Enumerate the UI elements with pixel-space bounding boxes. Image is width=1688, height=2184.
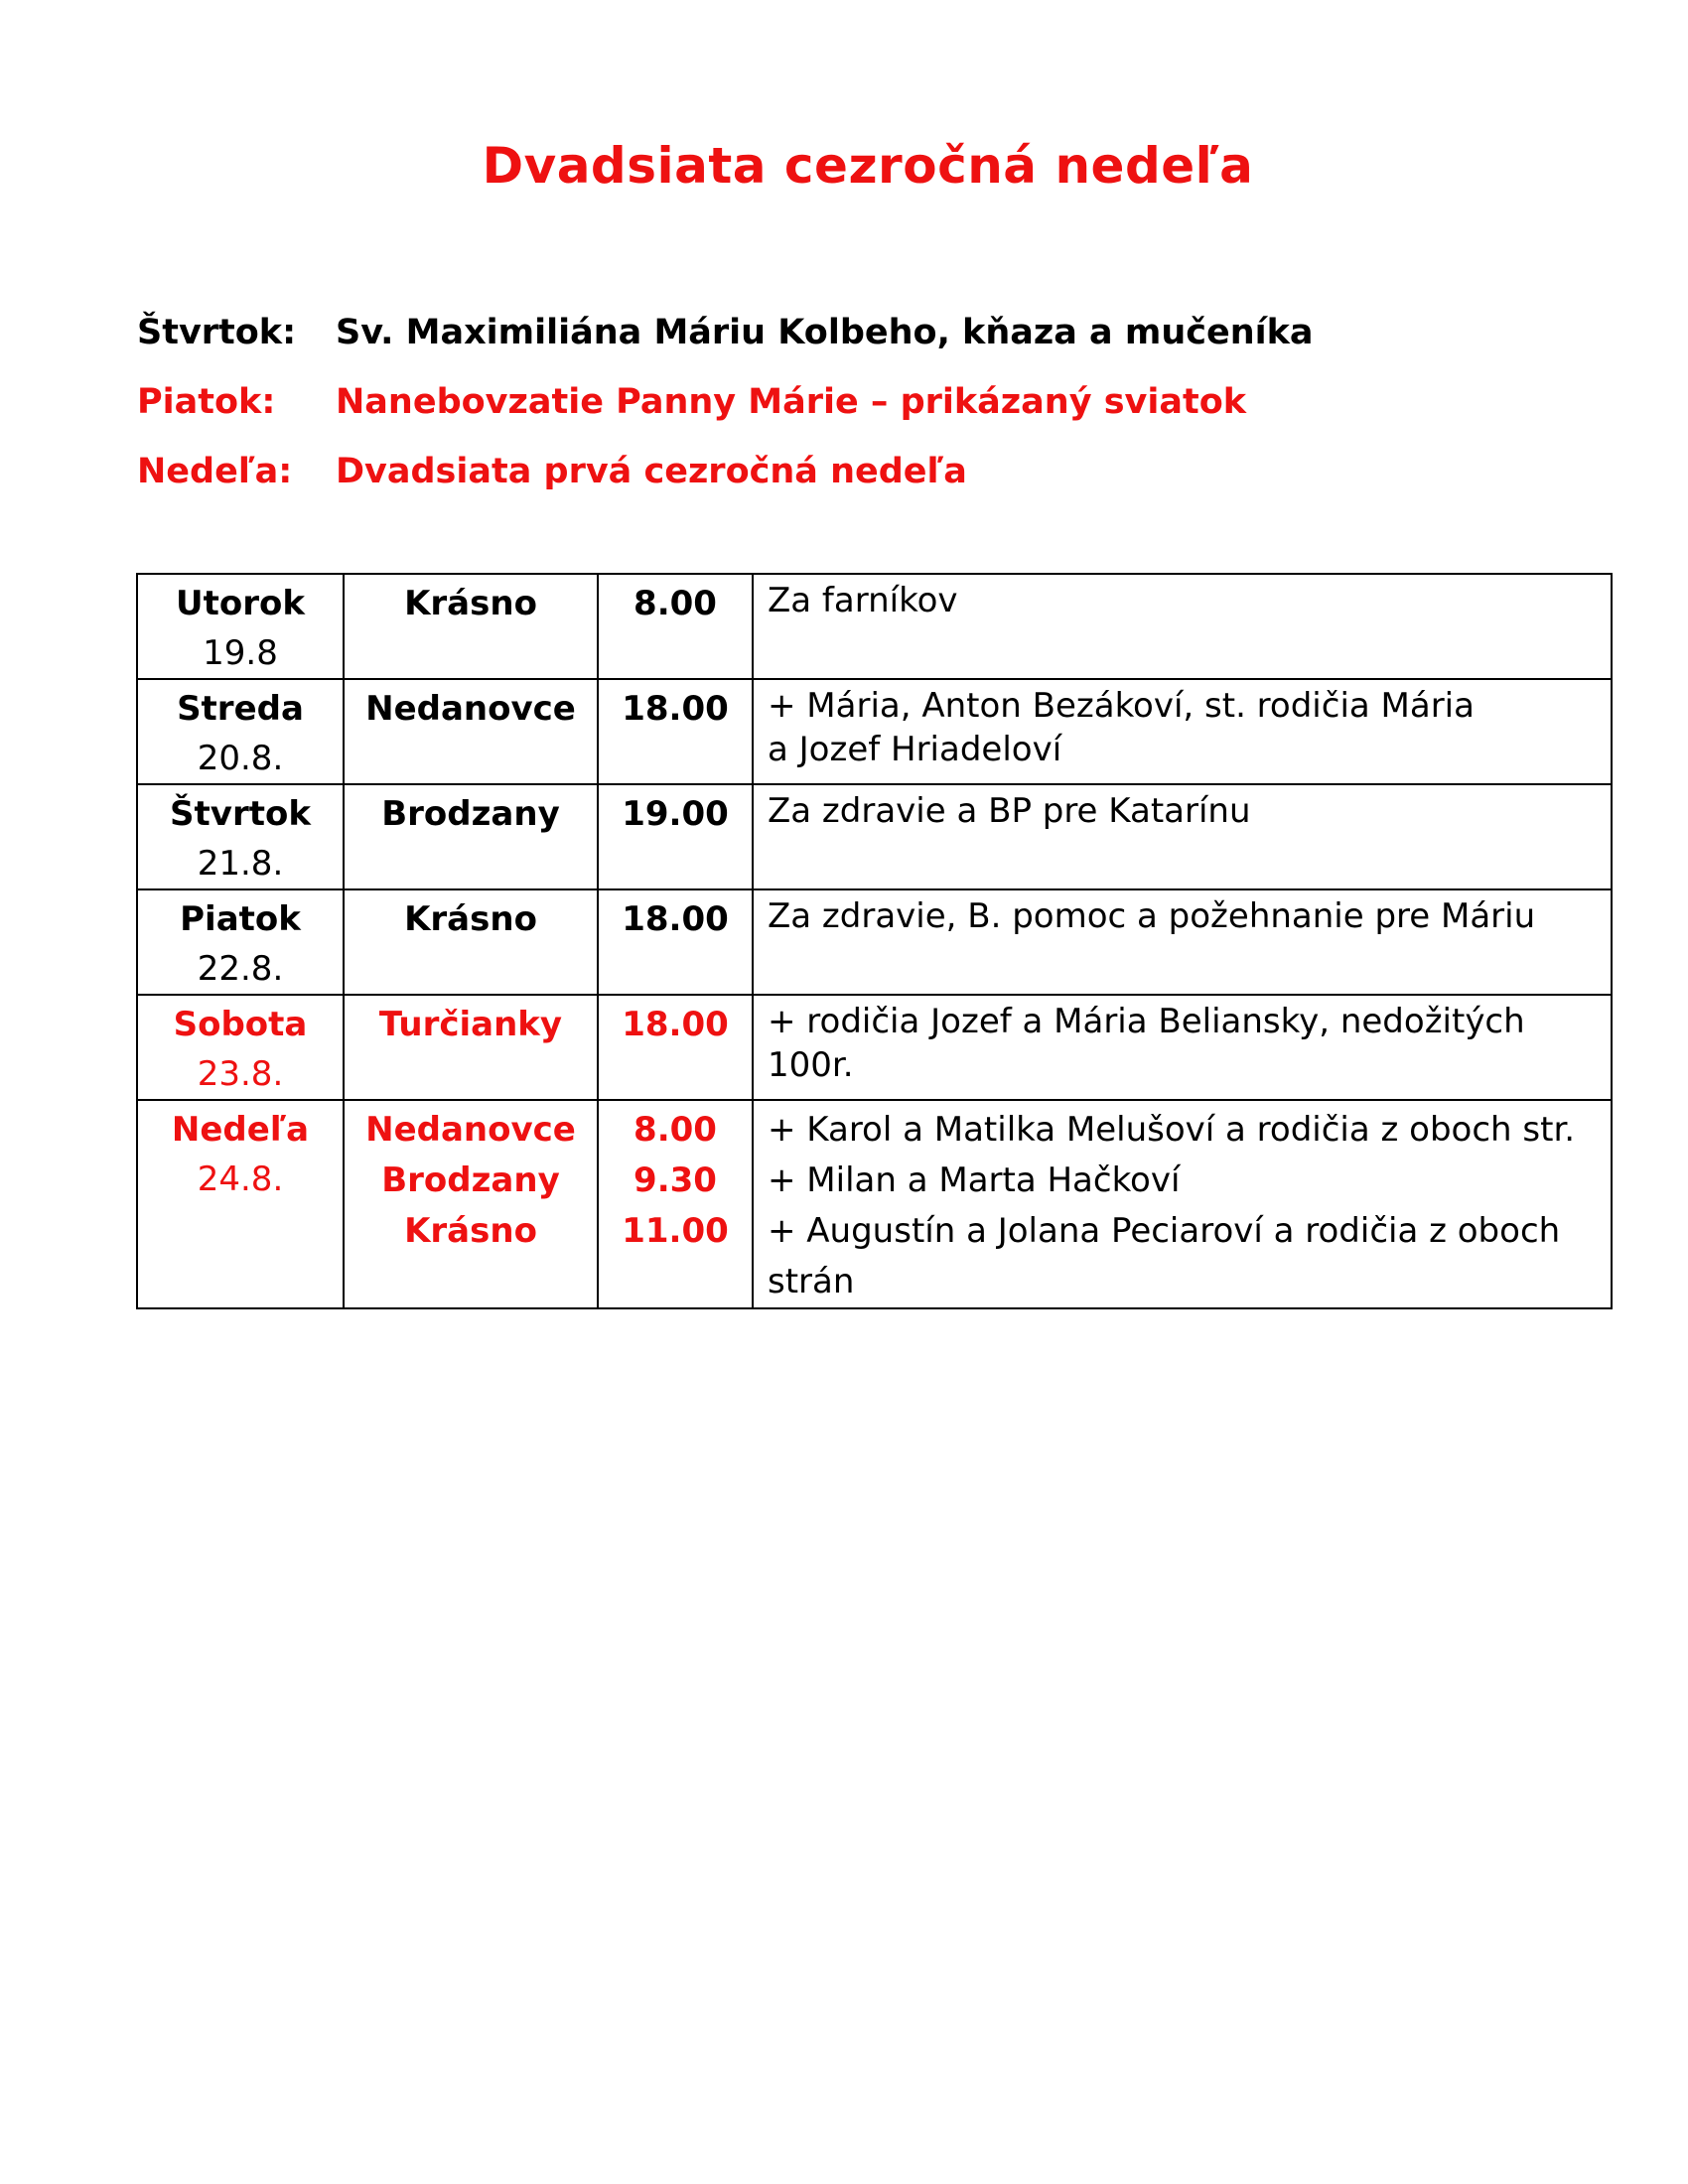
day-date: 23.8.: [197, 1054, 284, 1094]
day-name: Streda: [177, 689, 304, 729]
day-date: 20.8.: [197, 739, 284, 778]
mass-schedule-table: [136, 573, 1613, 1309]
feast-text: Nanebovzatie Panny Márie – prikázaný sviatok: [336, 382, 1247, 422]
place-cell: Turčianky: [344, 995, 598, 1100]
day-cell: [137, 889, 344, 995]
day-cell: [137, 784, 344, 889]
intention-line: + Milan a Marta Hačkoví: [768, 1160, 1181, 1200]
day-date: 24.8.: [197, 1160, 284, 1199]
day-date: 21.8.: [197, 844, 284, 884]
place-name: Brodzany: [381, 1160, 560, 1200]
table-row: [137, 995, 1612, 1100]
table-row: [137, 889, 1612, 995]
place-cell: Krásno: [344, 574, 598, 679]
intention-cell: [753, 679, 1612, 784]
intention-line: + rodičia Jozef a Mária Beliansky, nedožitých: [768, 1002, 1525, 1041]
intention-line: Za zdravie, B. pomoc a požehnanie pre Máriu: [768, 896, 1536, 936]
day-name: Štvrtok: [170, 794, 311, 834]
day-name: Piatok: [180, 899, 301, 939]
intention-cell: [753, 889, 1612, 995]
intention-line: Za zdravie a BP pre Katarínu: [768, 791, 1251, 831]
place-name: Nedanovce: [365, 1110, 576, 1150]
place-cell: Nedanovce: [344, 679, 598, 784]
day-name: Sobota: [173, 1005, 308, 1044]
time-cell: [598, 1100, 753, 1308]
day-name: Nedeľa: [171, 1110, 310, 1150]
time-cell: 18.00: [598, 679, 753, 784]
place-cell: Brodzany: [344, 784, 598, 889]
intention-line: 100r.: [768, 1045, 854, 1085]
mass-time: 8.00: [633, 1110, 717, 1150]
intention-cell: [753, 1100, 1612, 1308]
intention-line: + Augustín a Jolana Peciaroví a rodičia z oboch: [768, 1211, 1561, 1251]
intention-line: Za farníkov: [768, 581, 958, 620]
feast-row-thursday: [137, 298, 1527, 367]
mass-time: 11.00: [622, 1211, 729, 1251]
feast-day: Štvrtok:: [137, 313, 297, 352]
feast-text: Dvadsiata prvá cezročná nedeľa: [336, 452, 967, 491]
day-cell: [137, 995, 344, 1100]
place-cell: [344, 1100, 598, 1308]
feast-day: Piatok:: [137, 382, 276, 422]
feast-text: Sv. Maximiliána Máriu Kolbeho, kňaza a mučeníka: [336, 313, 1314, 352]
feast-row-sunday: [137, 437, 1527, 506]
table-row: [137, 574, 1612, 679]
intention-line: strán: [768, 1262, 855, 1301]
intention-line: + Karol a Matilka Melušoví a rodičia z oboch str.: [768, 1110, 1576, 1150]
intention-cell: [753, 995, 1612, 1100]
page-title: Dvadsiata cezročná nedeľa: [482, 137, 1254, 195]
day-cell: [137, 679, 344, 784]
table-row: [137, 784, 1612, 889]
intention-cell: [753, 574, 1612, 679]
place-cell: Krásno: [344, 889, 598, 995]
day-cell: [137, 1100, 344, 1308]
time-cell: 18.00: [598, 889, 753, 995]
feast-day: Nedeľa:: [137, 452, 293, 491]
intention-line: + Mária, Anton Bezákoví, st. rodičia Mária: [768, 686, 1475, 726]
time-cell: 8.00: [598, 574, 753, 679]
time-cell: 19.00: [598, 784, 753, 889]
day-name: Utorok: [176, 584, 305, 623]
intention-cell: [753, 784, 1612, 889]
place-name: Krásno: [404, 1211, 537, 1251]
mass-time: 9.30: [633, 1160, 717, 1200]
table-row: [137, 679, 1612, 784]
feast-row-friday: [137, 367, 1527, 437]
feast-list: [137, 298, 1527, 506]
day-date: 22.8.: [197, 949, 284, 989]
intention-line: a Jozef Hriadeloví: [768, 730, 1062, 769]
day-date: 19.8: [203, 633, 278, 673]
table-row: [137, 1100, 1612, 1308]
day-cell: [137, 574, 344, 679]
time-cell: 18.00: [598, 995, 753, 1100]
